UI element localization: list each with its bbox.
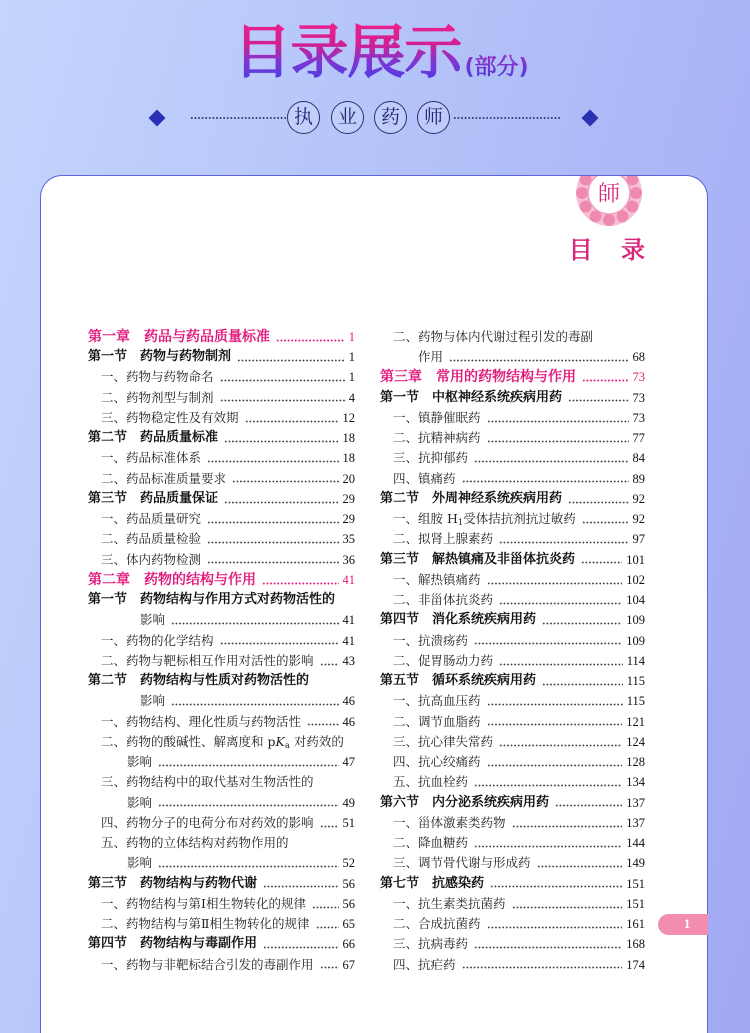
toc-page-number: 121	[626, 714, 645, 729]
toc-item-label	[393, 509, 576, 529]
toc-page-number: 151	[626, 876, 645, 891]
toc-page-number: 1	[348, 350, 355, 365]
toc-section-label: 第三节 解热镇痛及非甾体抗炎药	[380, 551, 576, 567]
toc-item-row	[88, 732, 355, 752]
toc-item-row	[380, 590, 645, 610]
dot-leader	[582, 521, 629, 524]
toc-page-number: 73	[632, 410, 645, 425]
toc-section-label: 第三节 药物结构与药物代谢	[88, 875, 258, 891]
toc-continuation-row	[88, 793, 355, 813]
subtitle-ornament	[0, 95, 750, 141]
diamond-icon	[149, 110, 166, 127]
dot-leader	[582, 379, 629, 382]
dot-leader	[487, 440, 629, 443]
toc-item-row	[380, 327, 645, 347]
dot-leader	[555, 804, 622, 807]
dot-leader	[542, 683, 623, 686]
dot-leader	[462, 966, 623, 969]
toc-page-number: 92	[632, 491, 645, 506]
toc-section-row	[88, 428, 355, 448]
dot-leader	[263, 885, 338, 888]
toc-page-number: 49	[342, 795, 355, 810]
dot-leader	[568, 501, 628, 504]
dot-leader	[474, 946, 622, 949]
toc-item-label: 二、非甾体抗炎药	[393, 592, 494, 608]
toc-item-row	[380, 469, 645, 489]
toc-page-number: 67	[342, 957, 355, 972]
toc-item-label: 二、促胃肠动力药	[393, 652, 494, 668]
logo-text: 師	[597, 182, 621, 207]
toc-item-label: 四、药物分子的电荷分布对药效的影响	[101, 814, 314, 830]
dot-leader	[312, 906, 339, 909]
toc-section-label: 第七节 抗感染药	[380, 875, 485, 891]
toc-item-row	[88, 448, 355, 468]
toc-section-row	[380, 671, 645, 691]
dot-leader	[487, 723, 623, 726]
badge-char-circle: 业	[331, 101, 364, 134]
toc-page-number: 73	[632, 390, 645, 405]
toc-section-row	[88, 590, 355, 610]
dot-leader	[449, 359, 628, 362]
toc-section-row	[88, 347, 355, 367]
toc-item-label: 四、抗心绞痛药	[393, 754, 481, 770]
toc-item-row	[88, 509, 355, 529]
toc-item-label: 一、药物结构与第Ⅰ相生物转化的规律	[101, 895, 306, 911]
dot-leader	[207, 460, 338, 463]
toc-item-row	[380, 408, 645, 428]
toc-page-number: 12	[342, 410, 355, 425]
toc-item-row	[380, 752, 645, 772]
toc-item-label: 四、抗疟药	[393, 956, 456, 972]
toc-item-label: 二、药物与靶标相互作用对活性的影响	[101, 652, 314, 668]
toc-item-row	[380, 833, 645, 853]
dot-leader	[316, 926, 339, 929]
toc-continuation-label: 影响	[127, 855, 153, 871]
dot-leader	[490, 885, 622, 888]
title-group	[0, 11, 750, 87]
toc-item-label: 一、抗高血压药	[393, 693, 481, 709]
toc-item-label: 三、调节骨代谢与形成药	[393, 855, 531, 871]
title-suffix: (部分)	[464, 53, 528, 83]
toc-chapter-row	[88, 570, 355, 590]
dot-leader	[487, 764, 623, 767]
toc-item-label: 一、镇静催眠药	[393, 409, 481, 425]
toc-item-row	[88, 894, 355, 914]
toc-item-row	[88, 833, 355, 853]
toc-page-number: 102	[626, 572, 645, 587]
dot-leader	[581, 561, 622, 564]
toc-section-row	[88, 489, 355, 509]
toc-page-number: 92	[632, 512, 645, 527]
toc-item-label: 一、药品标准体系	[101, 450, 202, 466]
toc-section-row	[380, 610, 645, 630]
toc-item-row	[380, 570, 645, 590]
toc-page-number: 101	[626, 552, 645, 567]
dot-leader	[537, 865, 623, 868]
toc-page-number: 104	[626, 593, 645, 608]
toc-page-number: 52	[342, 856, 355, 871]
dot-leader	[207, 521, 338, 524]
toc-continuation-row	[88, 752, 355, 772]
toc-page-number: 168	[626, 937, 645, 952]
toc-item-label: 二、合成抗菌药	[393, 916, 481, 932]
toc-item-row	[88, 469, 355, 489]
toc-right-column	[380, 327, 645, 975]
toc-item-row	[88, 550, 355, 570]
toc-label-segment: 受体拮抗剂抗过敏药	[463, 511, 576, 527]
toc-item-row	[380, 955, 645, 975]
toc-item-label	[101, 732, 344, 752]
toc-item-row	[88, 367, 355, 387]
toc-page-number: 43	[342, 653, 355, 668]
toc-item-row	[88, 388, 355, 408]
toc-item-row	[380, 509, 645, 529]
toc-page-number: 47	[342, 755, 355, 770]
toc-item-label: 二、药品质量检验	[101, 531, 202, 547]
toc-label-segment: 二、药物的酸碱性、解离度和 p	[101, 733, 276, 749]
publisher-logo	[573, 175, 645, 229]
dot-leader	[474, 784, 622, 787]
toc-item-label: 一、抗生素类抗菌药	[393, 895, 506, 911]
toc-item-label: 三、抗病毒药	[393, 936, 469, 952]
toc-section-row	[88, 874, 355, 894]
toc-page-number: 89	[632, 471, 645, 486]
toc-item-row	[380, 631, 645, 651]
toc-page-number: 134	[626, 775, 645, 790]
toc-item-label: 四、镇痛药	[393, 470, 456, 486]
toc-item-label: 二、药品标准质量要求	[101, 470, 227, 486]
toc-chapter-row	[380, 367, 645, 387]
dot-leader	[158, 865, 338, 868]
toc-section-row	[380, 874, 645, 894]
toc-page-number: 115	[626, 694, 645, 709]
toc-section-label: 第三节 药品质量保证	[88, 490, 219, 506]
toc-item-row	[88, 955, 355, 975]
toc-section-label: 第五节 循环系统疾病用药	[380, 673, 537, 689]
toc-page-number: 41	[342, 572, 355, 587]
toc-item-label: 二、药物结构与第Ⅱ相生物转化的规律	[101, 916, 310, 932]
toc-page-number: 51	[342, 815, 355, 830]
badge-char-circle: 执	[287, 101, 320, 134]
toc-continuation-label: 影响	[140, 693, 166, 709]
toc-item-label: 五、药物的立体结构对药物作用的	[101, 835, 289, 851]
toc-section-row	[380, 489, 645, 509]
toc-page-number: 84	[632, 451, 645, 466]
dot-leader	[568, 399, 628, 402]
toc-item-row	[380, 772, 645, 792]
toc-label-segment: 一、组胺 H	[393, 511, 458, 527]
toc-page-number: 41	[342, 613, 355, 628]
toc-continuation-row	[88, 691, 355, 711]
toc-page-number: 161	[626, 917, 645, 932]
toc-page-number: 36	[342, 552, 355, 567]
toc-section-label: 第六节 内分泌系统疾病用药	[380, 794, 550, 810]
toc-continuation-row	[88, 853, 355, 873]
dot-leader	[245, 420, 339, 423]
toc-chapter-label: 第二章 药物的结构与作用	[88, 571, 256, 588]
toc-heading: 目 录	[568, 236, 645, 264]
toc-item-row	[380, 691, 645, 711]
toc-item-row	[88, 712, 355, 732]
dot-leader	[487, 703, 623, 706]
toc-page-number: 46	[342, 714, 355, 729]
toc-section-row	[88, 934, 355, 954]
dot-leader	[512, 906, 623, 909]
toc-page-number: 114	[626, 653, 645, 668]
dot-leader	[474, 460, 628, 463]
toc-page-number: 137	[626, 795, 645, 810]
toc-item-row	[380, 894, 645, 914]
dot-leader	[320, 825, 339, 828]
toc-page-number: 144	[626, 836, 645, 851]
dot-leader	[220, 642, 339, 645]
toc-item-row	[380, 934, 645, 954]
toc-page-number: 109	[626, 613, 645, 628]
page-title: 目录展示	[233, 18, 462, 86]
toc-item-row	[380, 529, 645, 549]
toc-item-row	[88, 772, 355, 792]
dot-leader	[262, 582, 339, 585]
toc-chapter-row	[88, 327, 355, 347]
dot-leader	[237, 359, 345, 362]
toc-chapter-label: 第一章 药品与药品质量标准	[88, 328, 270, 345]
toc-page-number: 1	[348, 329, 355, 344]
toc-item-label: 一、抗溃疡药	[393, 632, 469, 648]
toc-section-label: 第一节 中枢神经系统疾病用药	[380, 389, 563, 405]
dot-leader	[474, 642, 622, 645]
dot-leader	[499, 541, 628, 544]
toc-item-label: 二、拟肾上腺素药	[393, 531, 494, 547]
subscript: 1	[457, 518, 464, 529]
toc-item-row	[88, 914, 355, 934]
dot-leader	[232, 480, 338, 483]
toc-item-row	[88, 408, 355, 428]
toc-item-label: 一、药物的化学结构	[101, 632, 214, 648]
page-number: 1	[684, 916, 691, 931]
toc-chapter-label: 第三章 常用的药物结构与作用	[380, 369, 576, 386]
diamond-icon	[582, 110, 599, 127]
toc-item-row	[380, 651, 645, 671]
toc-item-label: 一、药物结构、理化性质与药物活性	[101, 713, 302, 729]
badge-char-circle: 药	[374, 101, 407, 134]
toc-page-number: 77	[632, 431, 645, 446]
dot-leader	[171, 703, 338, 706]
toc-section-row	[380, 550, 645, 570]
dot-leader	[320, 663, 339, 666]
toc-continuation-row	[88, 610, 355, 630]
toc-left-column	[88, 327, 355, 975]
toc-continuation-label: 影响	[127, 794, 153, 810]
toc-page-number: 4	[348, 390, 355, 405]
toc-item-label: 二、药物剂型与制剂	[101, 389, 214, 405]
toc-page-number: 18	[342, 431, 355, 446]
dot-leader	[158, 804, 338, 807]
toc-item-row	[380, 914, 645, 934]
dot-leader	[487, 582, 623, 585]
toc-item-row	[88, 813, 355, 833]
toc-page-number: 124	[626, 734, 645, 749]
subscript: a	[284, 740, 290, 751]
toc-section-label: 第二节 药物结构与性质对药物活性的	[88, 673, 310, 689]
dot-leader	[487, 926, 623, 929]
dot-leader	[263, 946, 338, 949]
toc-page-number: 18	[342, 451, 355, 466]
dot-leader	[171, 622, 338, 625]
toc-item-label: 三、药物稳定性及有效期	[101, 409, 239, 425]
toc-item-row	[380, 813, 645, 833]
toc-section-row	[88, 671, 355, 691]
toc-item-row	[380, 448, 645, 468]
toc-section-label: 第一节 药物结构与作用方式对药物活性的	[88, 592, 336, 608]
page-number-tab	[658, 914, 708, 935]
toc-item-label: 五、抗血栓药	[393, 774, 469, 790]
dot-leader	[499, 744, 622, 747]
toc-page-number: 115	[626, 674, 645, 689]
toc-item-row	[380, 712, 645, 732]
toc-item-label: 一、解热镇痛药	[393, 571, 481, 587]
toc-page-number: 41	[342, 633, 355, 648]
toc-section-row	[380, 793, 645, 813]
dot-leader	[320, 966, 339, 969]
toc-item-label: 一、甾体激素类药物	[393, 814, 506, 830]
toc-section-row	[380, 388, 645, 408]
toc-page-number: 56	[342, 876, 355, 891]
toc-label-segment: 对药效的	[289, 733, 344, 749]
toc-section-label: 第二节 外周神经系统疾病用药	[380, 490, 563, 506]
dot-leader	[512, 825, 623, 828]
toc-item-row	[380, 853, 645, 873]
dot-leader	[307, 723, 338, 726]
toc-item-label: 二、降血糖药	[393, 835, 469, 851]
toc-page-number: 151	[626, 896, 645, 911]
toc-page-number: 149	[626, 856, 645, 871]
toc-continuation-row	[380, 347, 645, 367]
toc-page-number: 35	[342, 532, 355, 547]
toc-continuation-label: 影响	[127, 754, 153, 770]
dot-leader	[499, 663, 623, 666]
toc-page-number: 174	[626, 957, 645, 972]
dot-leader	[474, 845, 622, 848]
toc-item-row	[380, 732, 645, 752]
toc-section-label: 第二节 药品质量标准	[88, 430, 219, 446]
dot-leader	[220, 399, 345, 402]
toc-item-label: 一、药物与非靶标结合引发的毒副作用	[101, 956, 314, 972]
toc-item-row	[88, 631, 355, 651]
toc-item-label: 二、抗精神病药	[393, 430, 481, 446]
dot-leader	[207, 541, 338, 544]
toc-page-number: 29	[342, 491, 355, 506]
toc-page-number: 66	[342, 937, 355, 952]
toc-page-number: 56	[342, 896, 355, 911]
dot-leader	[276, 339, 345, 342]
toc-page-number: 97	[632, 532, 645, 547]
toc-continuation-label: 作用	[418, 349, 444, 365]
dot-leader	[487, 420, 629, 423]
toc-page-number: 137	[626, 815, 645, 830]
toc-page-number: 1	[348, 370, 355, 385]
toc-section-label: 第一节 药物与药物制剂	[88, 349, 232, 365]
toc-item-label: 二、调节血脂药	[393, 713, 481, 729]
dot-leader	[462, 480, 629, 483]
toc-page-number: 46	[342, 694, 355, 709]
toc-item-label: 三、体内药物检测	[101, 551, 202, 567]
toc-item-label: 一、药品质量研究	[101, 511, 202, 527]
toc-page-number: 20	[342, 471, 355, 486]
toc-item-row	[88, 529, 355, 549]
toc-page-number: 73	[632, 370, 645, 385]
toc-item-label: 二、药物与体内代谢过程引发的毒副	[393, 328, 594, 344]
toc-page-number: 128	[626, 755, 645, 770]
badge-char-circle: 师	[417, 101, 450, 134]
toc-item-label: 三、抗抑郁药	[393, 450, 469, 466]
toc-item-row	[88, 651, 355, 671]
toc-continuation-label: 影响	[140, 612, 166, 628]
toc-section-label: 第四节 消化系统疾病用药	[380, 612, 537, 628]
toc-label-segment: K	[275, 733, 285, 749]
dot-leader	[220, 379, 345, 382]
toc-item-label: 三、药物结构中的取代基对生物活性的	[101, 774, 314, 790]
dot-leader	[207, 561, 338, 564]
dot-leader	[542, 622, 622, 625]
toc-page-number: 109	[626, 633, 645, 648]
dot-leader	[158, 764, 338, 767]
dotted-divider	[453, 117, 561, 119]
toc-item-label: 一、药物与药物命名	[101, 369, 214, 385]
dot-leader	[224, 501, 338, 504]
toc-item-row	[380, 428, 645, 448]
dotted-divider	[190, 117, 286, 119]
dot-leader	[499, 602, 622, 605]
toc-page-number: 68	[632, 350, 645, 365]
toc-page-number: 29	[342, 512, 355, 527]
toc-section-label: 第四节 药物结构与毒副作用	[88, 936, 258, 952]
toc-page-number: 65	[342, 917, 355, 932]
dot-leader	[224, 440, 338, 443]
toc-item-label: 三、抗心律失常药	[393, 733, 494, 749]
